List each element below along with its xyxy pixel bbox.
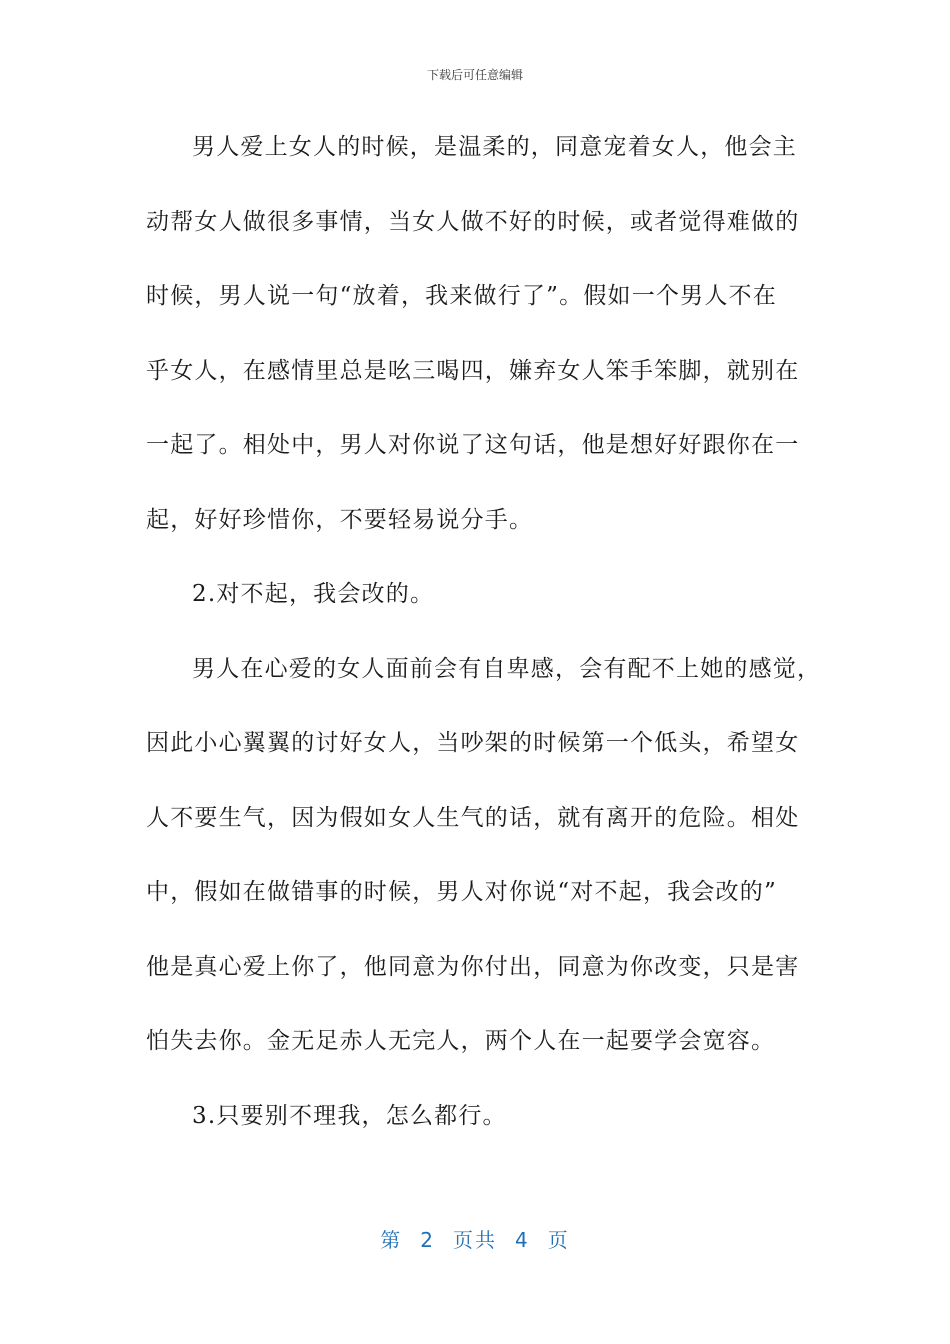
text-line: 一起了。相处中，男人对你说了这句话，他是想好好跟你在一	[146, 432, 800, 458]
text-line: 男人爱上女人的时候，是温柔的，同意宠着女人，他会主	[192, 134, 797, 160]
page-suffix: 页	[547, 1228, 570, 1252]
header-note: 下载后可任意编辑	[426, 68, 523, 82]
text-line: 时候，男人说一句“放着，我来做行了”。假如一个男人不在	[146, 283, 777, 309]
text-line: 男人在心爱的女人面前会有自卑感，会有配不上她的感觉，	[192, 655, 822, 682]
paragraph-1	[146, 110, 806, 557]
text-line: 动帮女人做很多事情，当女人做不好的时候，或者觉得难做的	[146, 208, 800, 235]
text-line: 3.只要别不理我，怎么都行。	[192, 1102, 507, 1129]
text-line: 他是真心爱上你了，他同意为你付出，同意为你改变，只是害	[146, 953, 800, 980]
page-middle: 页共	[453, 1228, 497, 1252]
section-heading-3	[146, 1079, 806, 1154]
section-heading-2	[146, 557, 806, 632]
total-pages: 4	[515, 1228, 530, 1252]
text-line: 中，假如在做错事的时候，男人对你说“对不起，我会改的”	[146, 879, 777, 905]
page-number: 2	[420, 1228, 435, 1252]
paragraph-2	[146, 632, 822, 1079]
text-line: 人不要生气，因为假如女人生气的话，就有离开的危险。相处	[146, 804, 800, 831]
text-line: 因此小心翼翼的讨好女人，当吵架的时候第一个低头，希望女	[146, 730, 800, 756]
text-line: 起，好好珍惜你，不要轻易说分手。	[146, 506, 534, 533]
text-line: 怕失去你。金无足赤人无完人，两个人在一起要学会宽容。	[146, 1028, 776, 1054]
page-prefix: 第	[380, 1228, 403, 1252]
text-line: 乎女人，在感情里总是吆三喝四，嫌弃女人笨手笨脚，就别在	[146, 357, 800, 384]
document-body	[146, 110, 822, 1153]
page-footer	[0, 1224, 950, 1253]
text-line: 2.对不起，我会改的。	[192, 581, 435, 607]
